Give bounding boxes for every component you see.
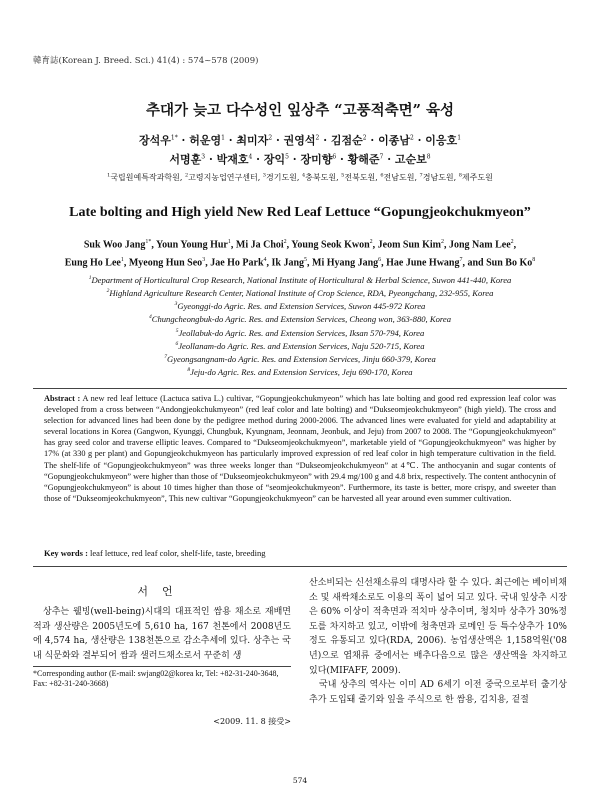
affiliation-5 [30, 328, 570, 338]
author-affiliation-mark: 3 [201, 153, 206, 161]
affiliation-name: 제주도원 [461, 173, 493, 182]
affiliation-name: 충북도원, [305, 173, 342, 182]
author-name: Jae Ho Park [210, 257, 264, 269]
affiliation-mark: 8 [187, 367, 191, 374]
affiliation-mark: 3 [262, 172, 266, 179]
affiliation-mark: 4 [301, 172, 306, 179]
affiliation-8 [30, 367, 570, 377]
affiliation-mark: 1 [107, 172, 111, 179]
author-affiliation-mark: 2 [510, 239, 514, 245]
author-name: Jeom Sun Kim [377, 239, 441, 251]
author-name: 김점순 [330, 134, 363, 147]
affiliation-mark: 6 [175, 341, 179, 348]
affiliation-text: Jeju-do Agric. Res. and Extension Services, Jeju 690-170, Korea [190, 367, 413, 377]
affiliation-mark: 3 [174, 301, 178, 308]
author-affiliation-mark: 2 [315, 134, 320, 142]
abstract-label: Abstract : [44, 394, 81, 403]
affiliation-mark: 6 [380, 172, 384, 179]
affiliation-text: Chungcheongbuk-do Agric. Res. and Extension Services, Cheong won, 363-880, Korea [151, 314, 452, 324]
author-affiliation-mark: 1 [120, 257, 124, 263]
author-name: Suk Woo Jang [83, 239, 146, 251]
english-authors-line-2: Eung Ho Lee$^1$, Myeong Hun Seo$^3$, Jae Ho Park$^4$, Ik Jang$^5$, Mi Hyang Jang$^6$, Hae June Hwang$^7$, and Sun Bo Ko$^8$ [64, 257, 536, 269]
affiliation-mark: 1 [88, 275, 92, 282]
author-affiliation-mark: 2 [409, 134, 414, 142]
author-name: Sun Bo Ko [486, 257, 533, 269]
right-column-paragraph-1: 산소비되는 신선채소류의 대명사라 할 수 있다. 최근에는 베이비채소 및 새싹채소로도 이용의 폭이 넓어 되고 있다. 국내 잎상추 시장은 60% 이상이 적축면과 적치마 상추이며, 청치마 상추가 30%정도를 차지하고 있고, 이밖에 청축면과 로메인 등 특수상추가 10% 정도 유통되고 있다(RDA, 2006). 농업생산액은 1,158억원('08년)으로 엽채류 중에서는 배추다음으로 많은 생산액을 차지하고 있다(MIFAFF, 2009). [309, 578, 567, 676]
korean-authors-line-2: 서명훈$^3$ · 박재호$^4$ · 장익$^5$ · 장미향$^6$ · 황해준$^7$ · 고순보$^8$ [169, 153, 431, 166]
english-title: Late bolting and High yield New Red Leaf Lettuce “Gopungjeokchukmyeon” [69, 205, 531, 220]
abstract-text: A new red leaf lettuce (Lactuca sativa L.) cultivar, “Gopungjeokchukmyeon” which has late bolting and good red expression leaf color was developed from a cross between “Andongjeokchukmyeon” (red leaf color and late bolting) and “Dukseomjeokchukmyeon” (high yield). The cross and selection for advanced lines had been done by the pedigree method during 2000-2006. The advanced lines were evaluated for yield and adaptability at several locations in Korea (Gangwon, Kyunggi, Chungbuk, Kyungnam, Jeonnam, Jeonbuk, and Jeju) from 2007 to 2008. The “Gopungjeokchukmyeon” has gray seed color and traverse elliptic leaves. Compared to “Dukseomjeokchukmyeon”, marketable yield of “Gopungjeokchukmyeon” was higher by 17% (at 330 g per plant) and Gopungjeokchukmyeon has particularly improved expression of red leaf color in high temperature cultivation in the field. The shelf-life of “Gopungjeokchukmyeon” was three weeks longer than “Dukseomjeokchukmyeon” at 4℃. The anthocyanin and sugar contents of “Gopungjeokchukmyeon” were higher than those of “Dukseomjeokchukmyeon” with 29.4 mg/100 g and 4.8 brix, respectively. The content anthocynin of “Gopungjeokchukmyeon” is about 10 times higher than those of “seomjeokchukmyeon”. Furthermore, its taste is better, more crispy, and sweeter than those of “Dukseomjeokchukmyeon”, This new cultivar “Gopungjeokchukmyeon” can be harvested all year around even summer cultivation. [44, 394, 556, 503]
author-affiliation-mark: 4 [248, 153, 253, 161]
affiliation-1 [30, 275, 570, 285]
author-name: 장미향 [300, 153, 333, 166]
author-name: 서명훈 [169, 153, 202, 166]
author-affiliation-mark: 4 [263, 257, 267, 263]
author-affiliation-mark: 1* [145, 239, 152, 245]
affiliation-text: Jeollanam-do Agric. Res. and Extension Services, Naju 520-715, Korea [178, 341, 425, 351]
page-number: 574 [292, 776, 308, 785]
author-affiliation-mark: 2 [268, 134, 273, 142]
affiliation-name: 고령지농업연구센터, [188, 173, 263, 182]
affiliation-name: 경남도원, [422, 173, 459, 182]
author-name: Hae June Hwang [386, 257, 460, 269]
left-column [33, 605, 291, 663]
keywords-label: Key words : [44, 548, 88, 558]
affiliation-mark: 2 [184, 172, 189, 179]
author-name: Mi Hyang Jang [312, 257, 379, 269]
author-name: Jong Nam Lee [449, 239, 511, 251]
header-rule [33, 388, 567, 389]
affiliation-text: Gyeonggi-do Agric. Res. and Extension Services, Suwon 445-972 Korea [177, 301, 426, 311]
author-affiliation-mark: 8 [532, 257, 536, 263]
author-affiliation-mark: 1 [457, 134, 462, 142]
author-affiliation-mark: 8 [426, 153, 431, 161]
affiliation-7 [30, 354, 570, 364]
author-name: Ik Jang [271, 257, 305, 269]
affiliation-text: Gyeongsangnam-do Agric. Res. and Extension Services, Jinju 660-379, Korea [167, 354, 436, 364]
author-name: 장석우 [138, 134, 171, 147]
affiliation-mark: 4 [148, 314, 152, 321]
affiliation-mark: 5 [341, 172, 345, 179]
author-name: 권영석 [283, 134, 316, 147]
right-column [309, 576, 567, 707]
author-name: 박재호 [216, 153, 249, 166]
author-name: 이종남 [378, 134, 410, 147]
keywords [44, 548, 266, 558]
journal-header: 韓育誌(Korean J. Breed. Sci.) 41(4) : 574~578 (2009) [33, 56, 259, 66]
author-name: 장익 [263, 153, 286, 166]
author-name: Young Seok Kwon [291, 239, 370, 251]
corresponding-author-footnote: *Corresponding author (E-mail: swjang02@korea kr, Tel: +82-31-240-3648, Fax: +82-31-240-3668) [33, 669, 279, 689]
author-affiliation-mark: 1* [170, 134, 178, 142]
author-name: 허운영 [189, 134, 222, 147]
author-name: Eung Ho Lee [64, 257, 121, 269]
author-affiliation-mark: 1 [227, 239, 231, 245]
korean-title: 추대가 늦고 다수성인 잎상추 “고풍적축면” 육성 [145, 102, 455, 119]
affiliation-text: Highland Agriculture Research Center, National Institute of Crop Science, RDA, Pyeongchang, 232-955, Korea [109, 288, 494, 298]
korean-authors-line-1: 장석우$^{1*}$ · 허운영$^1$ · 최미자$^2$ · 권영석$^2$ · 김점순$^2$ · 이종남$^2$ · 이응호$^1$ [138, 134, 462, 147]
korean-affiliations [0, 172, 600, 183]
author-affiliation-mark: 7 [379, 153, 384, 161]
english-authors-line-1: Suk Woo Jang$^{1*}$, Youn Young Hur$^1$, Mi Ja Choi$^2$, Young Seok Kwon$^2$, Jeom Sun Kim$^2$, Jong Nam Lee$^2$, [83, 239, 517, 251]
affiliation-mark: 7 [419, 172, 423, 179]
affiliation-mark: 7 [164, 354, 167, 361]
left-column-paragraph: 상추는 웰빙(well-being)시대의 대표적인 쌈용 채소로 재배면적과 생산량은 2005년도에 5,610 ha, 167 천톤에서 2008년도에 4,574 ha, 생산량은 138천톤으로 감소추세에 있다. 상추는 국내 식문화와 결부되어 쌈과 샐러드채소로서 꾸준히 생 [33, 607, 291, 661]
right-column-paragraph-2: 국내 상추의 역사는 이미 AD 6세기 이전 중국으로부터 출기상추가 도입돼 줄기와 잎을 주식으로 한 쌈용, 김치용, 겉절 [309, 680, 567, 705]
affiliation-text: Jeollabuk-do Agric. Res. and Extension Services, Iksan 570-794, Korea [178, 328, 425, 338]
affiliation-4 [30, 314, 570, 324]
affiliation-name: 국립원예특작과학원, [110, 173, 185, 182]
author-name: 이응호 [425, 134, 458, 147]
author-affiliation-mark: 2 [369, 239, 373, 245]
abstract-rule [33, 566, 567, 567]
affiliation-text: Department of Horticultural Crop Research, National Institute of Horticultural & Herbal Science, Suwon 441-440, Korea [91, 275, 512, 285]
affiliation-mark: 2 [106, 288, 110, 295]
affiliation-mark: 5 [175, 328, 179, 335]
affiliation-3 [30, 301, 570, 311]
author-affiliation-mark: 7 [459, 257, 463, 263]
author-affiliation-mark: 6 [378, 257, 382, 263]
author-name: Myeong Hun Seo [128, 257, 203, 269]
received-date: <2009. 11. 8 接受> [213, 717, 291, 726]
affiliation-name: 전북도원, [344, 173, 381, 182]
author-affiliation-mark: 5 [304, 257, 308, 263]
author-affiliation-mark: 2 [362, 134, 367, 142]
author-affiliation-mark: 6 [332, 153, 337, 161]
footnote-rule [33, 666, 291, 667]
abstract [44, 393, 556, 504]
affiliation-2 [30, 288, 570, 298]
section-heading-introduction: 서언 [137, 585, 187, 598]
author-affiliation-mark: 3 [202, 257, 206, 263]
author-name: Youn Young Hur [155, 239, 228, 251]
affiliation-mark: 8 [458, 172, 462, 179]
affiliation-name: 경기도원, [265, 173, 302, 182]
author-name: 황해준 [347, 153, 380, 166]
author-affiliation-mark: 1 [221, 134, 225, 142]
author-affiliation-mark: 5 [285, 153, 289, 161]
affiliation-6 [30, 341, 570, 351]
keywords-text: leaf lettuce, red leaf color, shelf-life, taste, breeding [90, 548, 266, 558]
affiliation-name: 전남도원, [383, 173, 420, 182]
author-affiliation-mark: 2 [441, 239, 444, 245]
author-affiliation-mark: 2 [283, 239, 287, 245]
author-name: 최미자 [236, 134, 269, 147]
author-name: Mi Ja Choi [235, 239, 284, 251]
author-name: 고순보 [394, 153, 427, 166]
